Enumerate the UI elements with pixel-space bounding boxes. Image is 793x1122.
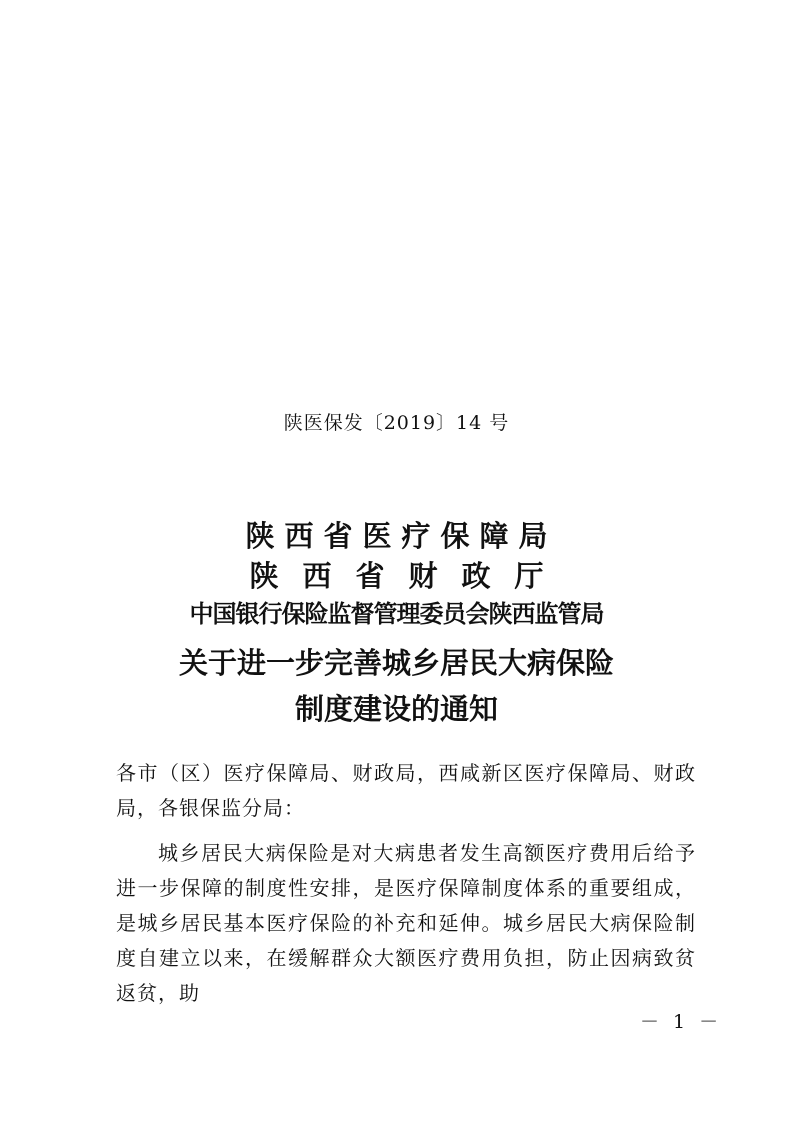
document-number: 陕医保发〔2019〕14 号	[283, 412, 510, 434]
issuer-medical-security-bureau: 陕西省医疗保障局	[245, 519, 558, 553]
addressee: 各市（区）医疗保障局、财政局，西咸新区医疗保障局、财政局，各银保监分局：	[116, 761, 696, 820]
title-line-2: 制度建设的通知	[294, 692, 498, 726]
title-line-1: 关于进一步完善城乡居民大病保险	[178, 646, 614, 680]
body-paragraph: 城乡居民大病保险是对大病患者发生高额医疗费用后给予进一步保障的制度性安排，是医疗保障制度体系的重要组成，是城乡居民基本医疗保险的补充和延伸。城乡居民大病保险制度自建立以来，在缓解群众大额医疗费用负担，防止因病致贫返贫，助	[116, 841, 696, 1005]
document-body	[116, 756, 696, 1011]
document-title	[0, 640, 793, 732]
issuer-finance-department: 陕西省财政厅	[249, 559, 568, 593]
issuing-authorities	[0, 516, 793, 632]
page-number: － 1 －	[640, 1011, 723, 1033]
issuer-cbirc-shaanxi-office: 中国银行保险监督管理委员会陕西监管局	[189, 599, 604, 628]
